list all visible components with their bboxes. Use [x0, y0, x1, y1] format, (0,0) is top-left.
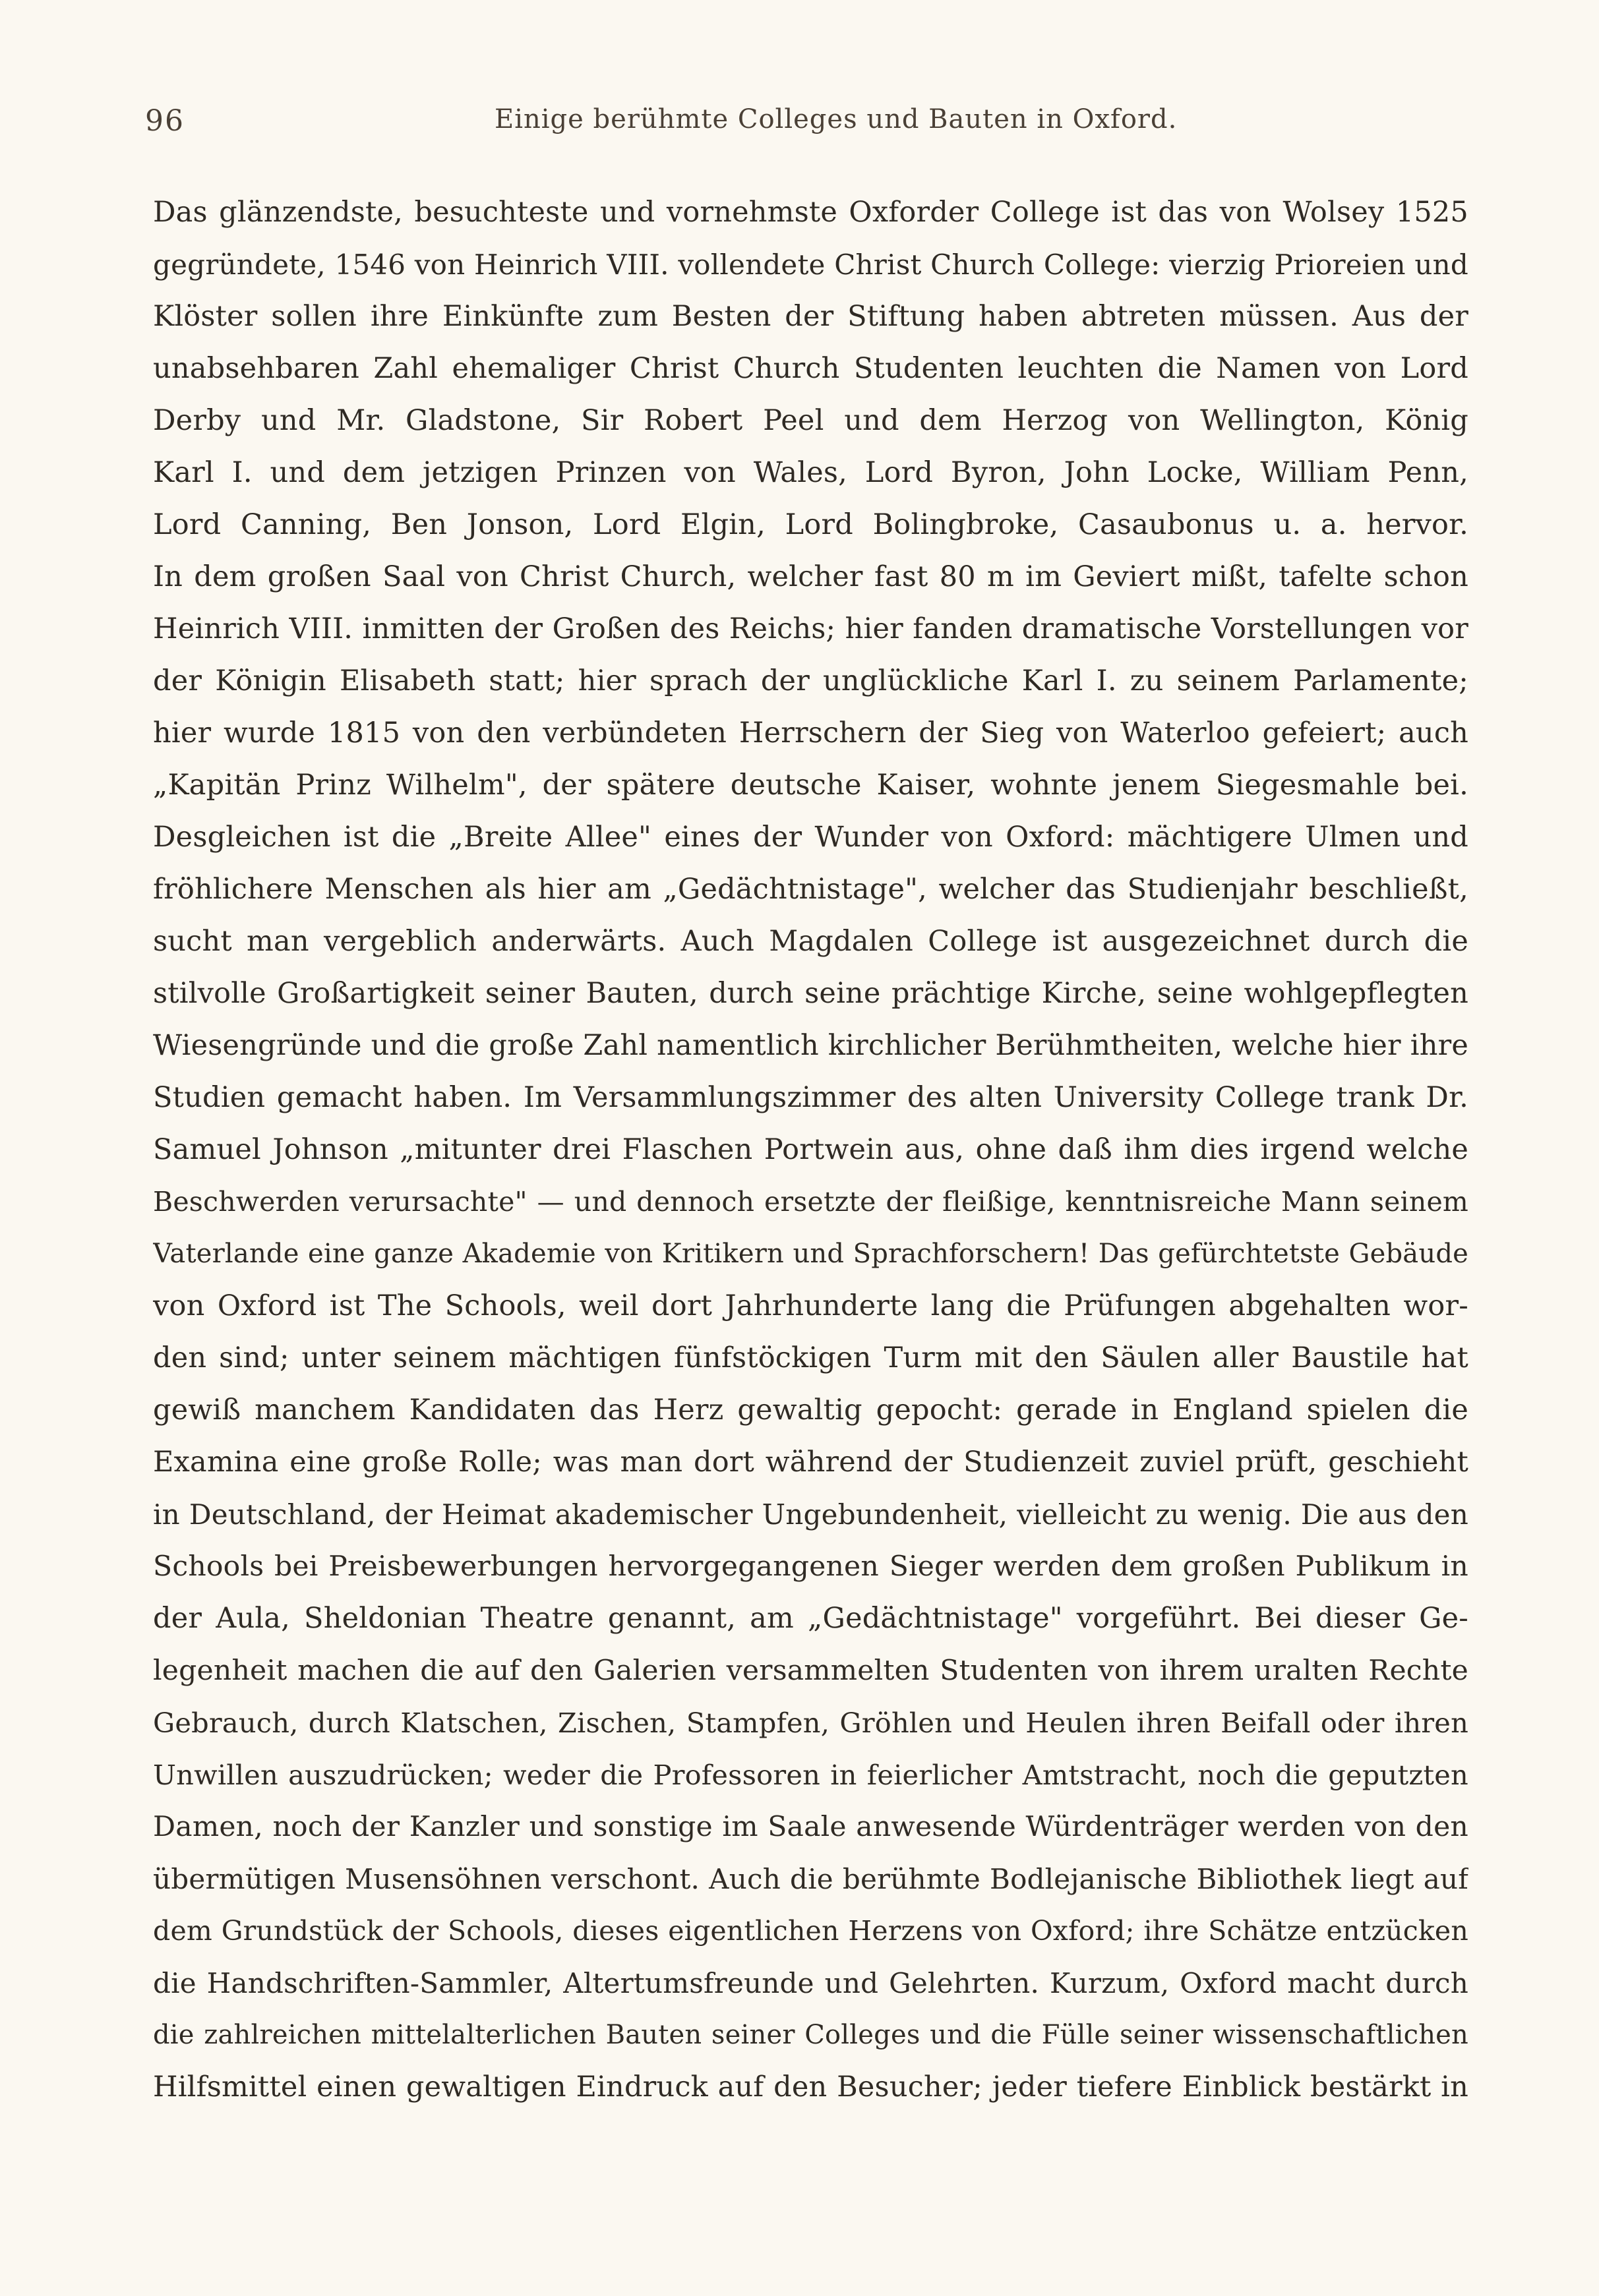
text-line: übermütigen Musensöhnen verschont. Auch die berühmte Bodlejanische Bibliothek liegt auf [153, 1863, 1468, 1895]
text-line: Gebrauch, durch Klatschen, Zischen, Stampfen, Gröhlen und Heulen ihren Beifall oder ihren [153, 1707, 1468, 1739]
text-line: in Deutschland, der Heimat akademischer Ungebundenheit, vielleicht zu wenig. Die aus den [153, 1498, 1468, 1531]
text-line: Unwillen auszudrücken; weder die Professoren in feierlicher Amtstracht, noch die geputzten [153, 1759, 1468, 1791]
text-line: Desgleichen ist die „Breite Allee" eines der Wunder von Oxford: mächtigere Ulmen und [153, 821, 1468, 854]
text-line: Schools bei Preisbewerbungen hervorgegangenen Sieger werden dem großen Publikum in [153, 1550, 1468, 1583]
text-line: Wiesengründe und die große Zahl namentlich kirchlicher Berühmtheiten, welche hier ihre [153, 1029, 1468, 1062]
text-line: unabsehbaren Zahl ehemaliger Christ Church Studenten leuchten die Namen von Lord [153, 352, 1468, 385]
running-head [145, 104, 1457, 150]
text-line: dem Grundstück der Schools, dieses eigentlichen Herzens von Oxford; ihre Schätze entzücken [153, 1915, 1468, 1947]
text-line: sucht man vergeblich anderwärts. Auch Magdalen College ist ausgezeichnet durch die [153, 925, 1468, 958]
page-number: 96 [145, 104, 185, 138]
text-line: Studien gemacht haben. Im Versammlungszimmer des alten University College trank Dr. [153, 1081, 1468, 1114]
text-line: Damen, noch der Kanzler und sonstige im Saale anwesende Würdenträger werden von den [153, 1811, 1468, 1843]
text-line: stilvolle Großartigkeit seiner Bauten, durch seine prächtige Kirche, seine wohlgepflegten [153, 977, 1468, 1010]
text-line: Beschwerden verursachte" — und dennoch ersetzte der fleißige, kenntnisreiche Mann seinem [153, 1186, 1468, 1218]
text-line: legenheit machen die auf den Galerien versammelten Studenten von ihrem uralten Rechte [153, 1655, 1468, 1687]
text-line: die zahlreichen mittelalterlichen Bauten seiner Colleges und die Fülle seiner wissenschaftlichen [153, 2020, 1468, 2050]
text-line: Das glänzendste, besuchteste und vornehmste Oxforder College ist das von Wolsey 1525 [153, 196, 1468, 229]
text-line: Derby und Mr. Gladstone, Sir Robert Peel und dem Herzog von Wellington, König [153, 404, 1468, 437]
text-line: Vaterlande eine ganze Akademie von Kritikern und Sprachforschern! Das gefürchtetste Gebäude [153, 1239, 1468, 1269]
text-line: fröhlichere Menschen als hier am „Gedächtnistage", welcher das Studienjahr beschließt, [153, 873, 1468, 906]
text-line: den sind; unter seinem mächtigen fünfstöckigen Turm mit den Säulen aller Baustile hat [153, 1341, 1468, 1374]
text-line: In dem großen Saal von Christ Church, welcher fast 80 m im Geviert mißt, tafelte schon [153, 560, 1468, 593]
text-line: hier wurde 1815 von den verbündeten Herrschern der Sieg von Waterloo gefeiert; auch [153, 717, 1468, 750]
text-line: der Aula, Sheldonian Theatre genannt, am „Gedächtnistage" vorgeführt. Bei dieser Ge- [153, 1602, 1468, 1635]
text-line: gewiß manchem Kandidaten das Herz gewaltig gepocht: gerade in England spielen die [153, 1394, 1468, 1427]
running-title: Einige berühmte Colleges und Bauten in Oxford. [495, 104, 1178, 134]
text-line: von Oxford ist The Schools, weil dort Jahrhunderte lang die Prüfungen abgehalten wor- [153, 1289, 1468, 1322]
text-line: Klöster sollen ihre Einkünfte zum Besten der Stiftung haben abtreten müssen. Aus der [153, 300, 1468, 333]
text-line: Lord Canning, Ben Jonson, Lord Elgin, Lord Bolingbroke, Casaubonus u. a. hervor. [153, 508, 1468, 541]
text-line: Examina eine große Rolle; was man dort während der Studienzeit zuviel prüft, geschieht [153, 1446, 1468, 1479]
text-line: „Kapitän Prinz Wilhelm", der spätere deutsche Kaiser, wohnte jenem Siegesmahle bei. [153, 769, 1468, 802]
text-line: Samuel Johnson „mitunter drei Flaschen Portwein aus, ohne daß ihm dies irgend welche [153, 1133, 1468, 1166]
text-line: Hilfsmittel einen gewaltigen Eindruck auf den Besucher; jeder tiefere Einblick bestärkt in [153, 2071, 1468, 2104]
text-line: gegründete, 1546 von Heinrich VIII. vollendete Christ Church College: vierzig Prioreien und [153, 249, 1468, 281]
text-line: der Königin Elisabeth statt; hier sprach der unglückliche Karl I. zu seinem Parlamente; [153, 664, 1468, 697]
body-text [153, 187, 1468, 2113]
text-line: die Handschriften-Sammler, Altertumsfreunde und Gelehrten. Kurzum, Oxford macht durch [153, 1967, 1468, 1999]
text-line: Heinrich VIII. inmitten der Großen des Reichs; hier fanden dramatische Vorstellungen vor [153, 612, 1468, 645]
text-line: Karl I. und dem jetzigen Prinzen von Wales, Lord Byron, John Locke, William Penn, [153, 456, 1468, 489]
